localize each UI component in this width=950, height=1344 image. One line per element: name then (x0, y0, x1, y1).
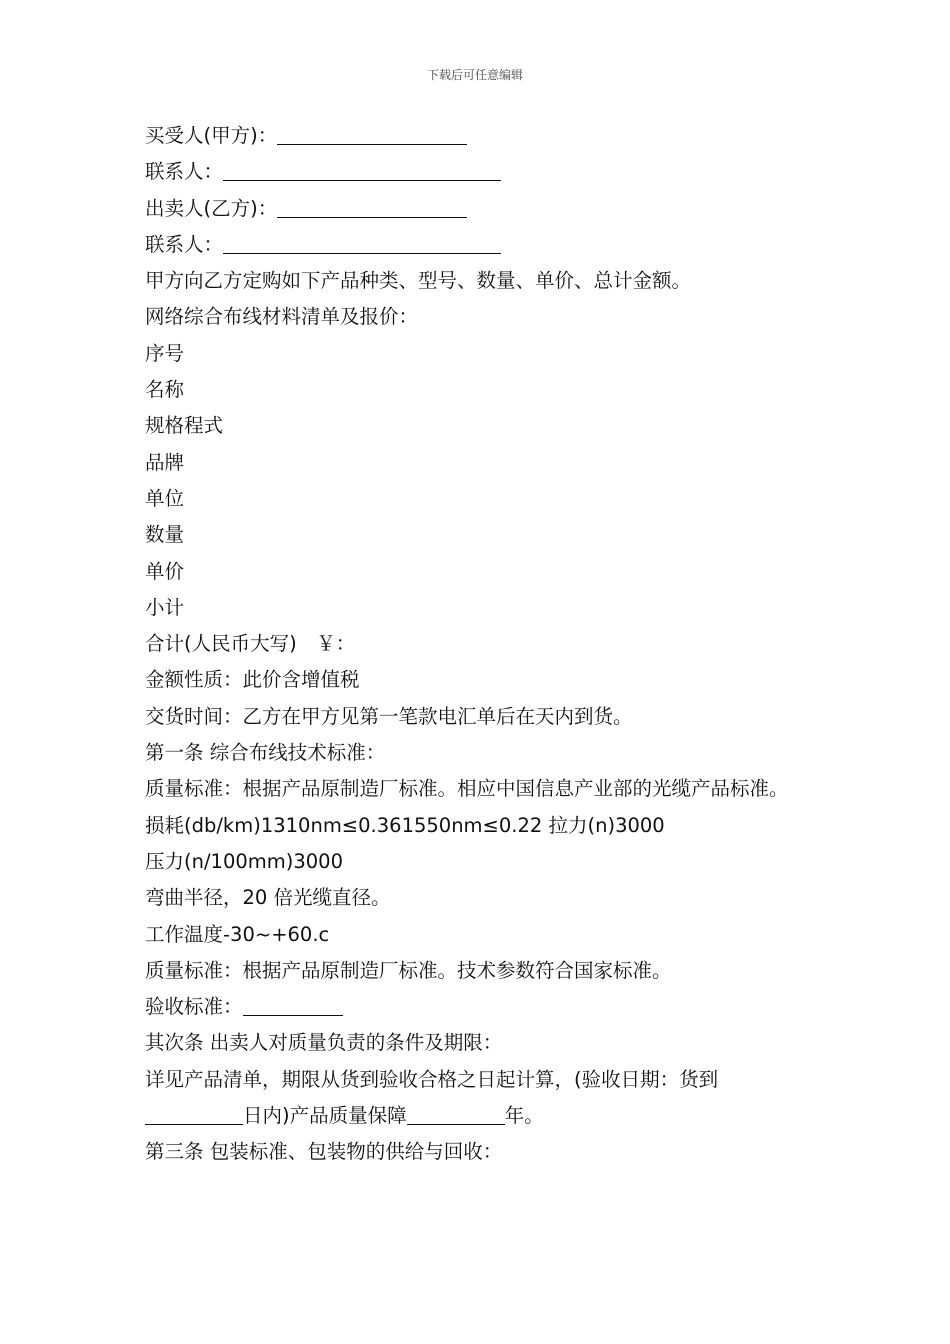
buyer-line (145, 118, 810, 154)
intro-text: 甲方向乙方定购如下产品种类、型号、数量、单价、总计金额。 (145, 269, 692, 293)
contract-body (145, 118, 810, 1171)
seller-label: 出卖人(乙方)： (145, 196, 278, 220)
article1-bend-spec: 弯曲半径，20 倍光缆直径。 (145, 886, 391, 910)
article2-detail-mid: 日内)产品质量保障 (243, 1104, 407, 1128)
acceptance-label: 验收标准： (145, 995, 243, 1019)
article1-quality-standard-2: 质量标准：根据产品原制造厂标准。技术参数符合国家标准。 (145, 958, 672, 982)
article2-detail-line2 (145, 1098, 810, 1134)
article2-detail-line1: 详见产品清单，期限从货到验收合格之日起计算，(验收日期：货到 (145, 1067, 719, 1091)
amount-nature: 金额性质：此价含增值税 (145, 668, 360, 692)
column-unit-price: 单价 (145, 559, 185, 583)
article1-temp-spec: 工作温度-30~+60.c (145, 922, 330, 946)
buyer-contact-blank[interactable] (223, 160, 501, 181)
warranty-years-blank[interactable] (407, 1104, 505, 1125)
seller-contact-label: 联系人： (145, 232, 224, 256)
seller-contact-line (145, 227, 810, 263)
acceptance-blank[interactable] (243, 995, 343, 1016)
seller-line (145, 191, 810, 227)
column-name: 名称 (145, 378, 185, 402)
column-brand: 品牌 (145, 450, 185, 474)
column-quantity: 数量 (145, 523, 185, 547)
column-subtotal: 小计 (145, 595, 185, 619)
column-serial: 序号 (145, 341, 185, 365)
column-spec: 规格程式 (145, 414, 224, 438)
delivery-time: 交货时间：乙方在甲方见第一笔款电汇单后在天内到货。 (145, 704, 633, 728)
article1-pressure-spec: 压力(n/100mm)3000 (145, 849, 343, 873)
article3-title: 第三条 包装标准、包装物的供给与回收： (145, 1140, 503, 1164)
article1-title: 第一条 综合布线技术标准： (145, 741, 386, 765)
page-header-note: 下载后可任意编辑 (426, 68, 523, 82)
article2-title: 其次条 出卖人对质量负责的条件及期限： (145, 1031, 503, 1055)
list-title: 网络综合布线材料清单及报价： (145, 305, 419, 329)
buyer-contact-line (145, 154, 810, 190)
article1-loss-spec: 损耗(db/km)1310nm≤0.361550nm≤0.22 拉力(n)3000 (145, 813, 665, 837)
column-unit: 单位 (145, 486, 185, 510)
seller-contact-blank[interactable] (223, 232, 501, 253)
buyer-contact-label: 联系人： (145, 160, 224, 184)
seller-blank[interactable] (277, 196, 467, 217)
acceptance-line (145, 989, 810, 1025)
article2-detail-end: 年。 (504, 1104, 544, 1128)
total-line: 合计(人民币大写) ￥： (145, 632, 356, 656)
buyer-blank[interactable] (277, 124, 467, 145)
acceptance-days-blank[interactable] (145, 1104, 243, 1125)
article1-quality-standard: 质量标准：根据产品原制造厂标准。相应中国信息产业部的光缆产品标准。 (145, 777, 789, 801)
buyer-label: 买受人(甲方)： (145, 124, 278, 147)
